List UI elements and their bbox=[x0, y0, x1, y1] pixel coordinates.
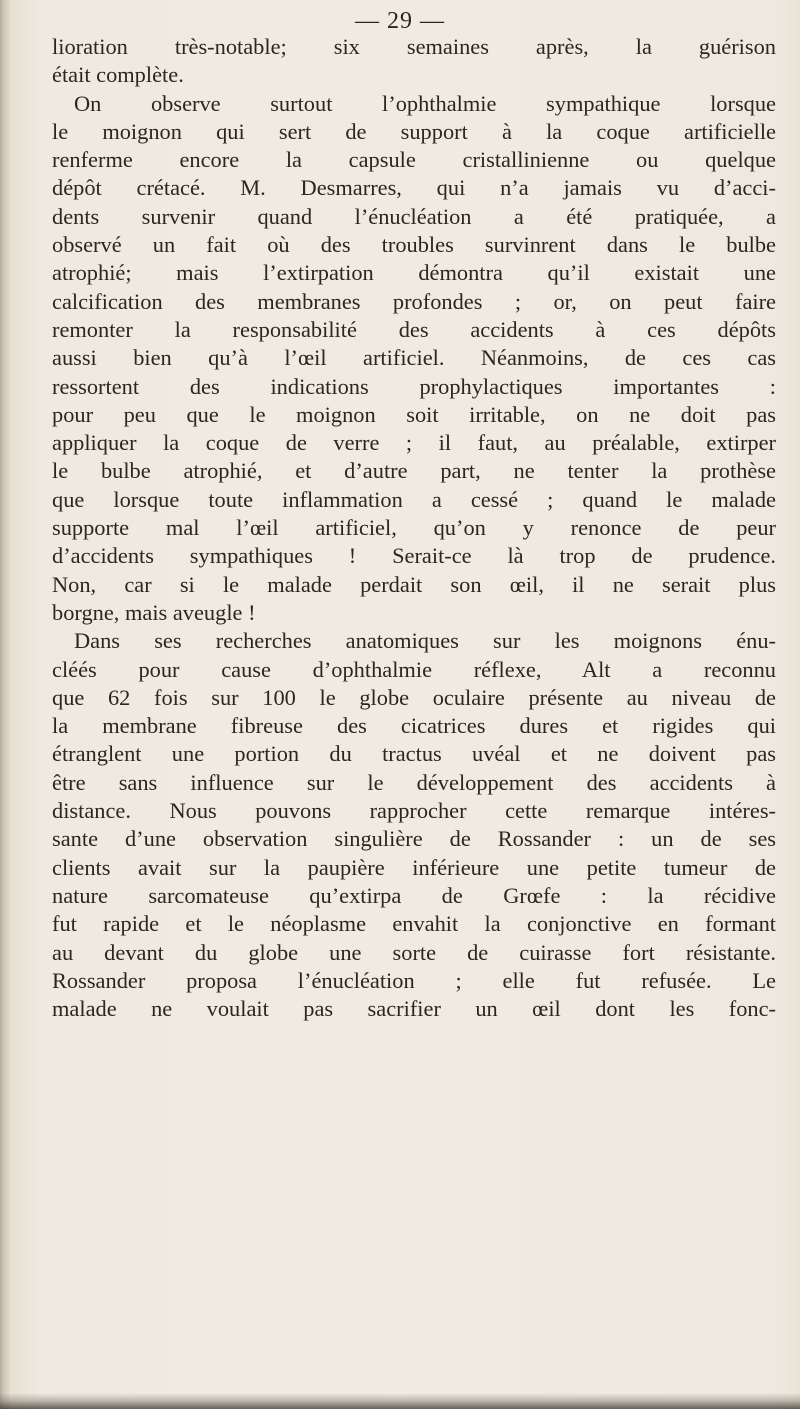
text-line: était complète. bbox=[52, 62, 184, 88]
text-line: ressortent des indications prophylactiques importantes : bbox=[52, 373, 776, 399]
text-line: renferme encore la capsule cristallinienne ou quelque bbox=[52, 147, 776, 173]
text-line: d’accidents sympathiques ! Serait-ce là trop de prudence. bbox=[52, 543, 776, 569]
body-text bbox=[52, 33, 776, 1023]
text-line: appliquer la coque de verre ; il faut, au préalable, extirper bbox=[52, 430, 776, 456]
text-line: observé un fait où des troubles survinrent dans le bulbe bbox=[52, 232, 776, 258]
text-line: sante d’une observation singulière de Rossander : un de ses bbox=[52, 826, 776, 852]
page-binding-edge bbox=[0, 0, 10, 1409]
text-line: fut rapide et le néoplasme envahit la conjonctive en formant bbox=[52, 911, 776, 937]
text-line: On observe surtout l’ophthalmie sympathique lorsque bbox=[74, 90, 776, 116]
text-line: aussi bien qu’à l’œil artificiel. Néanmoins, de ces cas bbox=[52, 345, 776, 371]
text-line: au devant du globe une sorte de cuirasse fort résistante. bbox=[52, 939, 776, 965]
text-line: Rossander proposa l’énucléation ; elle fut refusée. Le bbox=[52, 967, 776, 993]
text-line: que lorsque toute inflammation a cessé ; quand le malade bbox=[52, 486, 776, 512]
text-line: dépôt crétacé. M. Desmarres, qui n’a jamais vu d’acci- bbox=[52, 175, 776, 201]
text-line: lioration très-notable; six semaines après, la guérison bbox=[52, 34, 776, 59]
text-line: Non, car si le malade perdait son œil, il ne serait plus bbox=[52, 571, 776, 597]
text-line: clients avait sur la paupière inférieure une petite tumeur de bbox=[52, 854, 776, 880]
text-line: Dans ses recherches anatomiques sur les moignons énu- bbox=[74, 628, 776, 654]
text-line: malade ne voulait pas sacrifier un œil dont les fonc- bbox=[52, 996, 776, 1022]
page-number: — 29 — bbox=[355, 8, 445, 34]
text-line: pour peu que le moignon soit irritable, on ne doit pas bbox=[52, 401, 776, 427]
text-line: être sans influence sur le développement des accidents à bbox=[52, 769, 776, 795]
text-line: la membrane fibreuse des cicatrices dures et rigides qui bbox=[52, 713, 776, 739]
text-line: que 62 fois sur 100 le globe oculaire présente au niveau de bbox=[52, 684, 776, 710]
text-line: nature sarcomateuse qu’extirpa de Grœfe : la récidive bbox=[52, 882, 776, 908]
text-line: étranglent une portion du tractus uvéal et ne doivent pas bbox=[52, 741, 776, 767]
text-line: le moignon qui sert de support à la coque artificielle bbox=[52, 118, 776, 144]
text-line: atrophié; mais l’extirpation démontra qu’il existait une bbox=[52, 260, 776, 286]
text-line: cléés pour cause d’ophthalmie réflexe, Alt a reconnu bbox=[52, 656, 776, 682]
text-line: le bulbe atrophié, et d’autre part, ne tenter la prothèse bbox=[52, 458, 776, 484]
text-line: distance. Nous pouvons rapprocher cette remarque intéres- bbox=[52, 798, 776, 824]
page-bottom-edge bbox=[0, 1393, 800, 1409]
text-line: borgne, mais aveugle ! bbox=[52, 599, 256, 625]
text-line: calcification des membranes profondes ; or, on peut faire bbox=[52, 288, 776, 314]
text-line: dents survenir quand l’énucléation a été pratiquée, a bbox=[52, 203, 776, 229]
text-line: remonter la responsabilité des accidents à ces dépôts bbox=[52, 316, 776, 342]
text-line: supporte mal l’œil artificiel, qu’on y renonce de peur bbox=[52, 515, 776, 541]
